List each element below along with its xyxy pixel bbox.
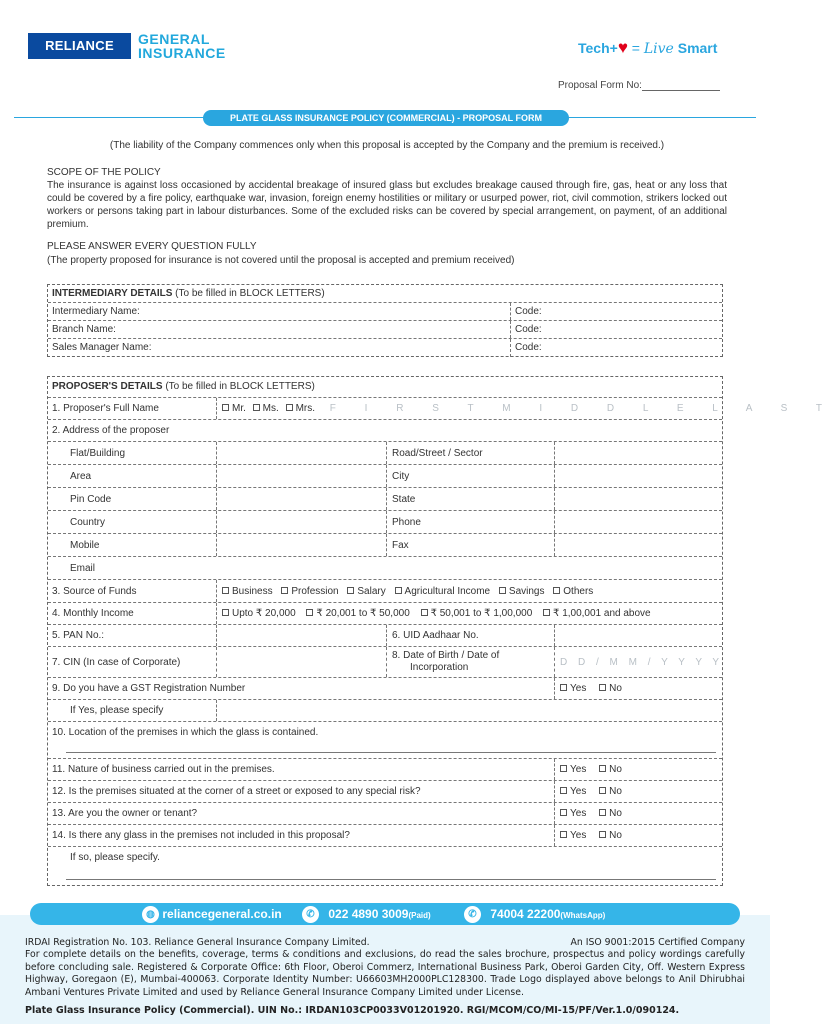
whatsapp-number[interactable]: 74004 22200 bbox=[490, 907, 561, 921]
intermediary-title-row: INTERMEDIARY DETAILS (To be filled in BLOCK LETTERS) bbox=[48, 285, 722, 303]
tech-live-smart-tagline: Tech+♥ = Live Smart bbox=[578, 38, 718, 57]
irdai-line: IRDAI Registration No. 103. Reliance General Insurance Company Limited. An ISO 9001:2015 Certified Company bbox=[25, 937, 745, 948]
liability-note: (The liability of the Company commences only when this proposal is accepted by the Company and the premium is received.) bbox=[109, 140, 665, 151]
source-of-funds-row[interactable]: 3. Source of Funds Business Profession Salary Agricultural Income Savings Others bbox=[48, 580, 722, 603]
intermediary-name-row[interactable]: Intermediary Name: Code: bbox=[48, 303, 722, 321]
proposer-box bbox=[47, 376, 835, 886]
dob-placeholder: D D / M M / Y Y Y Y bbox=[560, 657, 724, 668]
mobile-row[interactable]: Mobile Fax bbox=[48, 534, 722, 557]
nature-row[interactable]: 11. Nature of business carried out in the premises. Yes No bbox=[48, 759, 722, 781]
area-row[interactable]: Area City bbox=[48, 465, 722, 488]
checkbox-salary[interactable] bbox=[347, 587, 354, 594]
checkbox-q13-no[interactable] bbox=[599, 809, 606, 816]
checkbox-income-4[interactable] bbox=[543, 609, 550, 616]
gst-specify-row[interactable]: If Yes, please specify bbox=[48, 700, 722, 722]
reliance-logo: RELIANCE bbox=[28, 33, 131, 59]
checkbox-agricultural[interactable] bbox=[395, 587, 402, 594]
checkbox-q14-yes[interactable] bbox=[560, 831, 567, 838]
checkbox-profession[interactable] bbox=[281, 587, 288, 594]
please-answer: PLEASE ANSWER EVERY QUESTION FULLY bbox=[47, 241, 257, 252]
checkbox-q13-yes[interactable] bbox=[560, 809, 567, 816]
checkbox-others[interactable] bbox=[553, 587, 560, 594]
heart-icon: ♥ bbox=[617, 38, 628, 57]
proposal-form-no[interactable]: Proposal Form No: bbox=[558, 80, 720, 91]
checkbox-income-2[interactable] bbox=[306, 609, 313, 616]
uin-line: Plate Glass Insurance Policy (Commercial). UIN No.: IRDAN103CP0033V01201920. RGI/MCOM/CO/MI-15/PF/Ver.1.0/090124. bbox=[25, 1005, 680, 1016]
corner-row[interactable]: 12. Is the premises situated at the corner of a street or exposed to any special risk? Yes No bbox=[48, 781, 722, 803]
checkbox-q11-yes[interactable] bbox=[560, 765, 567, 772]
address-row: 2. Address of the proposer bbox=[48, 420, 722, 442]
general-insurance-logo-text: GENERAL INSURANCE bbox=[138, 31, 226, 61]
checkbox-ms[interactable] bbox=[253, 404, 260, 411]
phone-number[interactable]: 022 4890 3009 bbox=[328, 907, 409, 921]
monthly-income-row[interactable]: 4. Monthly Income Upto ₹ 20,000 ₹ 20,001 to ₹ 50,000 ₹ 50,001 to ₹ 1,00,000 ₹ 1,00,001 and above bbox=[48, 603, 722, 625]
gst-row[interactable]: 9. Do you have a GST Registration Number Yes No bbox=[48, 678, 722, 700]
checkbox-gst-yes[interactable] bbox=[560, 684, 567, 691]
checkbox-business[interactable] bbox=[222, 587, 229, 594]
owner-row[interactable]: 13. Are you the owner or tenant? Yes No bbox=[48, 803, 722, 825]
website-link[interactable]: reliancegeneral.co.in bbox=[162, 907, 282, 921]
checkbox-q12-yes[interactable] bbox=[560, 787, 567, 794]
scope-title: SCOPE OF THE POLICY bbox=[47, 167, 161, 178]
scope-body: The insurance is against loss occasioned by accidental breakage of insured glass but excludes breakage caused through fire, gas, heat or any loss that could be covered by a fire policy, earthquake war, invasion, foreign enemy hostilities or military or usurped power, riot, civil commotion, strikers locked out workers or persons taking part in labour disturbances. Some of the excluded risks can be covered by special arrangement, on payment, of an additional premium. bbox=[47, 180, 727, 230]
flat-row[interactable]: Flat/Building Road/Street / Sector bbox=[48, 442, 722, 465]
checkbox-q11-no[interactable] bbox=[599, 765, 606, 772]
checkbox-savings[interactable] bbox=[499, 587, 506, 594]
country-row[interactable]: Country Phone bbox=[48, 511, 722, 534]
pin-row[interactable]: Pin Code State bbox=[48, 488, 722, 511]
whatsapp-icon: ✆ bbox=[464, 906, 481, 923]
header bbox=[0, 0, 770, 120]
branch-name-row[interactable]: Branch Name: Code: bbox=[48, 321, 722, 339]
full-name-row[interactable]: 1. Proposer's Full Name Mr. Ms. Mrs. F I R S T M I D D L E L A S T bbox=[48, 398, 722, 420]
checkbox-mrs[interactable] bbox=[286, 404, 293, 411]
name-placeholder: F I R S T M I D D L E L A S T bbox=[329, 403, 835, 414]
phone-icon: ✆ bbox=[302, 906, 319, 923]
contact-bar: ◍ reliancegeneral.co.in ✆ 022 4890 3009(Paid) ✆ 74004 22200(WhatsApp) bbox=[30, 903, 740, 925]
checkbox-q14-no[interactable] bbox=[599, 831, 606, 838]
intermediary-box bbox=[47, 284, 723, 357]
iso-note: An ISO 9001:2015 Certified Company bbox=[570, 937, 745, 948]
pan-uid-row[interactable]: 5. PAN No.: 6. UID Aadhaar No. bbox=[48, 625, 722, 647]
globe-icon: ◍ bbox=[142, 906, 159, 923]
checkbox-gst-no[interactable] bbox=[599, 684, 606, 691]
glass-specify-row[interactable]: If so, please specify. bbox=[48, 847, 722, 885]
proposer-title-row: PROPOSER'S DETAILS (To be filled in BLOCK LETTERS) bbox=[48, 377, 722, 398]
checkbox-income-3[interactable] bbox=[421, 609, 428, 616]
location-row[interactable]: 10. Location of the premises in which the glass is contained. bbox=[48, 722, 722, 759]
cin-dob-row[interactable]: 7. CIN (In case of Corporate) 8. Date of Birth / Date of Incorporation D D / M M / Y Y Y Y bbox=[48, 647, 722, 678]
checkbox-income-1[interactable] bbox=[222, 609, 229, 616]
email-row[interactable]: Email bbox=[48, 557, 722, 580]
checkbox-mr[interactable] bbox=[222, 404, 229, 411]
footer-details: For complete details on the benefits, coverage, terms & conditions and exclusions, do read the sales brochure, prospectus and policy wordings carefully before concluding sale. Registered & Corporate Office: 6th Floor, Oberoi Commerz, International Business Park, Oberoi Garden City, Off. Western Express Highway, Goregaon (E), Mumbai-400063. Corporate Identity Number: U66603MH2000PLC128300. Trade Logo displayed above belongs to Anil Dhirubhai Ambani Ventures Private Limited and used by Reliance General Insurance Company Limited under License. bbox=[25, 949, 745, 998]
property-note: (The property proposed for insurance is not covered until the proposal is accepted and premium received) bbox=[47, 255, 515, 266]
form-title-banner: PLATE GLASS INSURANCE POLICY (COMMERCIAL) - PROPOSAL FORM bbox=[203, 110, 569, 126]
glass-row[interactable]: 14. Is there any glass in the premises not included in this proposal? Yes No bbox=[48, 825, 722, 847]
sales-manager-row[interactable]: Sales Manager Name: Code: bbox=[48, 339, 722, 357]
checkbox-q12-no[interactable] bbox=[599, 787, 606, 794]
